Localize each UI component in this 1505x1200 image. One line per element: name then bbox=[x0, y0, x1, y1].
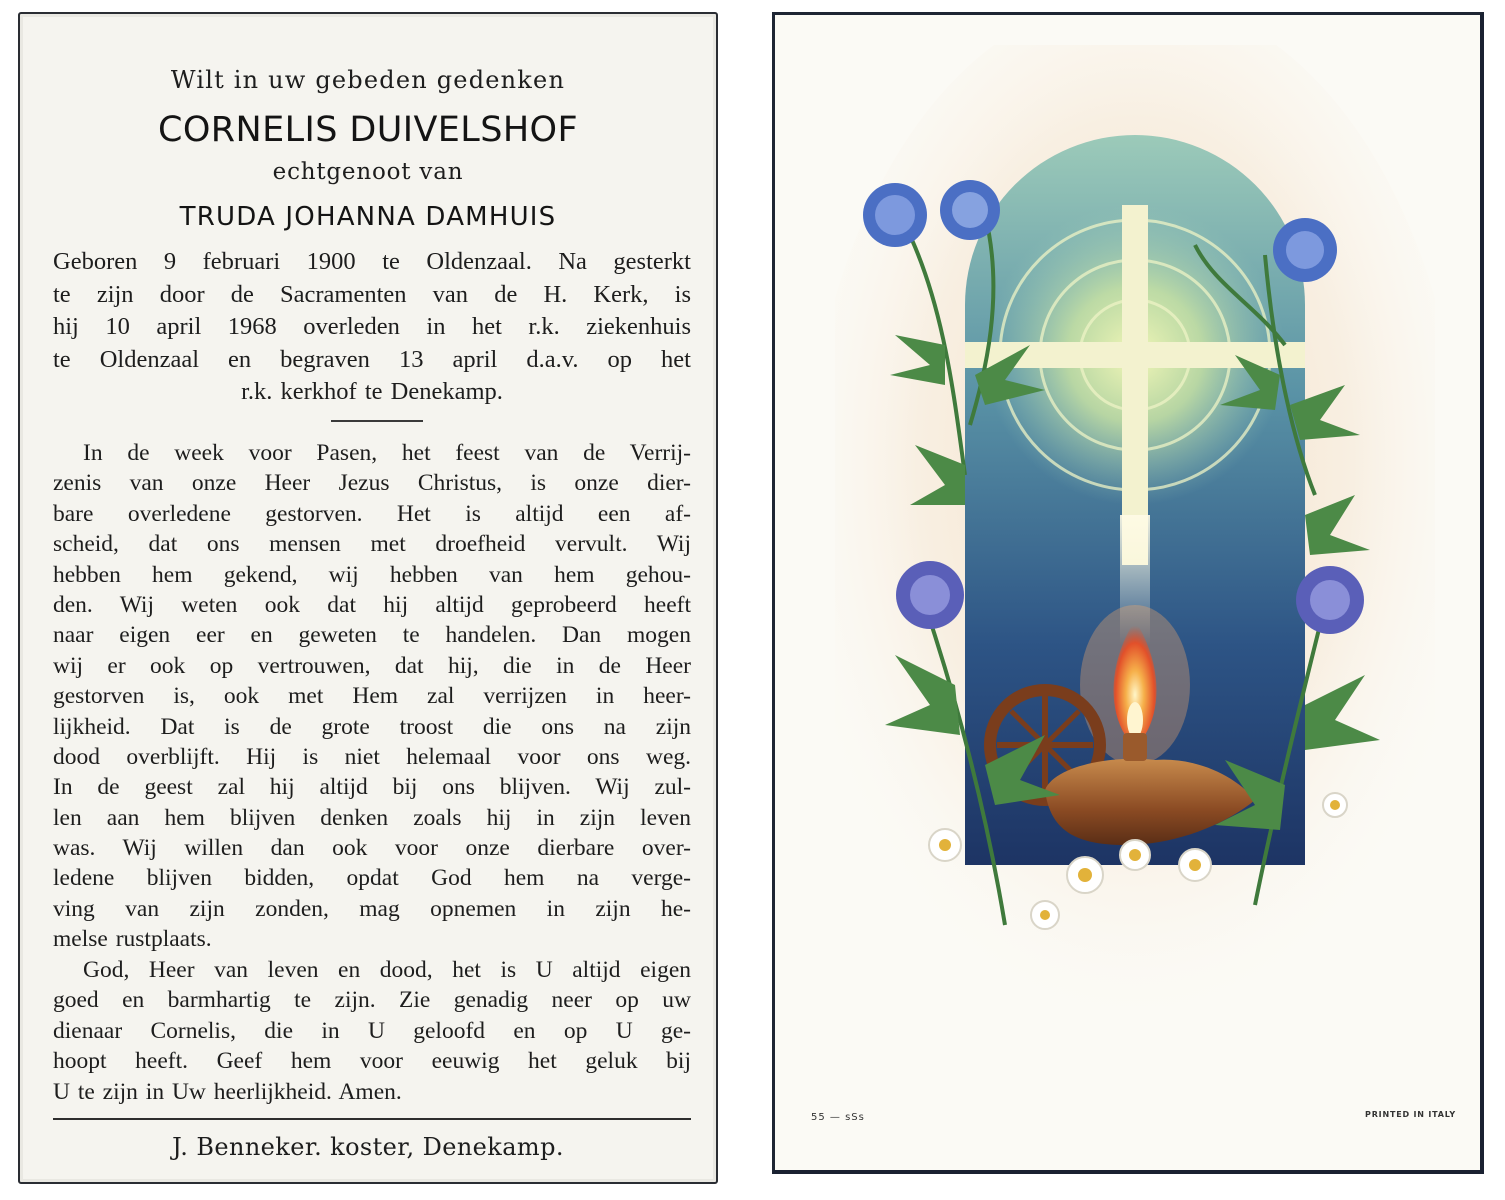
intro-line: Wilt in uw gebeden gedenken bbox=[170, 66, 566, 94]
prayer-line: God, Heer van leven en dood, het is U altijd eigen bbox=[83, 957, 691, 983]
body-line: hebben hem gekend, wij hebben van hem gehou- bbox=[53, 561, 691, 588]
bio-line: te Oldenzaal en begraven 13 april d.a.v. op het bbox=[53, 345, 691, 373]
body-line: dood overblijft. Hij is niet helemaal voor ons weg. bbox=[53, 743, 691, 770]
bio-line: hij 10 april 1968 overleden in het r.k. ziekenhuis bbox=[53, 313, 691, 340]
body-line: bare overledene gestorven. Het is altijd een af- bbox=[53, 500, 691, 527]
body-line: len aan hem blijven denken zoals hij in zijn leven bbox=[53, 804, 691, 831]
body-line: scheid, dat ons mensen met droefheid vervult. Wij bbox=[53, 531, 691, 558]
body-line: lijkheid. Dat is de grote troost die ons na zijn bbox=[53, 713, 691, 740]
bio-line: r.k. kerkhof te Denekamp. bbox=[241, 378, 503, 405]
deceased-name: CORNELIS DUIVELSHOF bbox=[157, 110, 579, 150]
memorial-card-text-side bbox=[18, 12, 718, 1184]
cross-vertical bbox=[1122, 205, 1148, 565]
body-line: naar eigen eer en geweten te handelen. Dan mogen bbox=[53, 622, 691, 649]
prayer-line: goed en barmhartig te zijn. Zie genadig neer op uw bbox=[53, 987, 691, 1014]
prayer-paragraph bbox=[53, 955, 691, 1107]
body-line: In de geest zal hij altijd bij ons blijven. Wij zul- bbox=[53, 774, 691, 801]
reflection-paragraph bbox=[53, 438, 691, 955]
body-line: In de week voor Pasen, het feest van de Verrij- bbox=[83, 440, 691, 466]
body-line: was. Wij willen dan ook voor onze dierbare over- bbox=[53, 835, 691, 862]
body-line: ledene blijven bidden, opdat God hem na verge- bbox=[53, 865, 691, 892]
body-line: ving van zijn zonden, mag opnemen in zijn he- bbox=[53, 895, 691, 922]
short-divider bbox=[331, 420, 423, 422]
spouse-intro: echtgenoot van bbox=[272, 159, 464, 185]
body-line: wij er ook op vertrouwen, dat hij, die in de Heer bbox=[53, 652, 691, 679]
body-line: gestorven is, ook met Hem zal verrijzen in heer- bbox=[53, 683, 691, 710]
print-code: 55 — sSs bbox=[811, 1112, 865, 1123]
devotional-illustration bbox=[835, 45, 1435, 1045]
body-line: den. Wij weten ook dat hij altijd geprobeerd heeft bbox=[53, 591, 691, 618]
bio-line: te zijn door de Sacramenten van de H. Kerk, is bbox=[53, 280, 691, 308]
prayer-line: hoopt heeft. Geef hem voor eeuwig het geluk bij bbox=[53, 1048, 691, 1075]
memorial-card-picture-side bbox=[772, 12, 1484, 1174]
prayer-line: dienaar Cornelis, die in U geloofd en op U ge- bbox=[53, 1017, 691, 1044]
printer-credit: J. Benneker. koster, Denekamp. bbox=[172, 1133, 564, 1161]
prayer-line: U te zijn in Uw heerlijkheid. Amen. bbox=[53, 1078, 402, 1105]
printed-in-label: PRINTED IN ITALY bbox=[1365, 1110, 1456, 1119]
spouse-name: TRUDA JOHANNA DAMHUIS bbox=[179, 202, 557, 232]
lamp-spout bbox=[1123, 733, 1147, 761]
bio-line: Geboren 9 februari 1900 te Oldenzaal. Na gesterkt bbox=[53, 248, 691, 275]
footer-divider bbox=[53, 1118, 691, 1120]
body-line: zenis van onze Heer Jezus Christus, is onze dier- bbox=[53, 470, 691, 497]
body-line: melse rustplaats. bbox=[53, 926, 212, 953]
biography-paragraph bbox=[53, 246, 691, 409]
flame-core bbox=[1127, 702, 1143, 738]
